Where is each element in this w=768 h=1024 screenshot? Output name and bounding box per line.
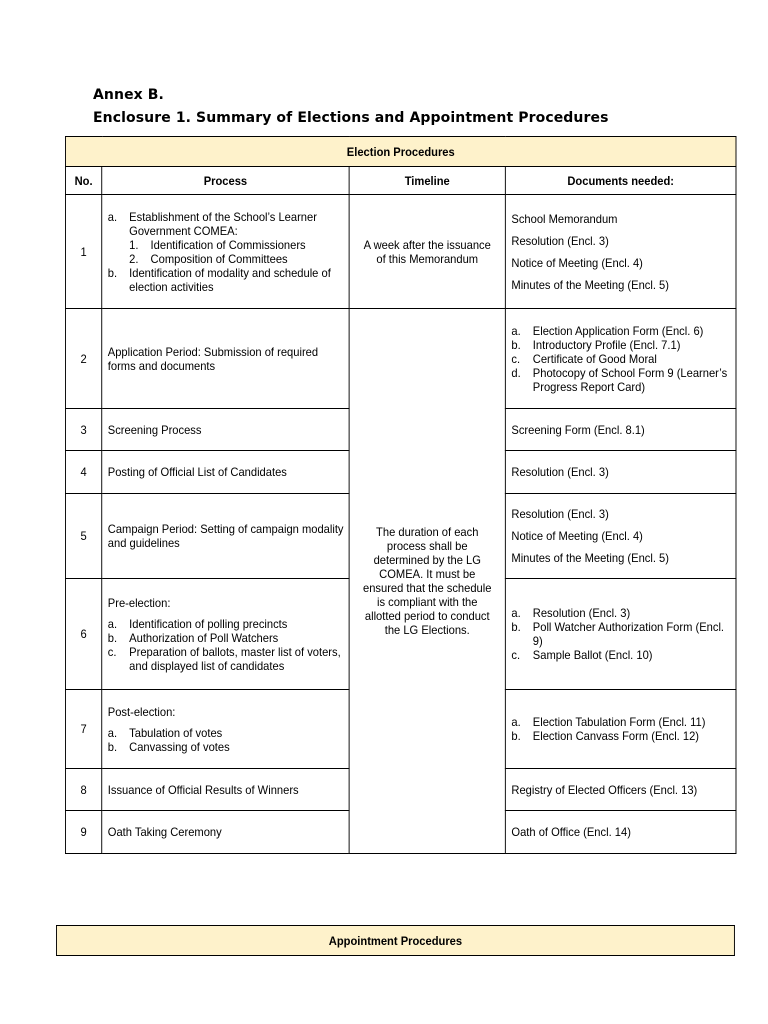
process-cell bbox=[102, 690, 349, 769]
table-row bbox=[65, 195, 736, 309]
col-header-timeline: Timeline bbox=[349, 167, 505, 195]
enclosure-title: Enclosure 1. Summary of Elections and Appointment Procedures bbox=[93, 110, 609, 126]
list-item: b. Election Canvass Form (Encl. 12) bbox=[511, 729, 731, 743]
documents-cell bbox=[505, 494, 736, 579]
row-number: 6 bbox=[65, 579, 101, 690]
row-number: 1 bbox=[65, 195, 101, 309]
process-intro: Post-election: bbox=[107, 704, 176, 719]
row-number: 2 bbox=[65, 309, 101, 409]
documents-cell: Resolution (Encl. 3) bbox=[505, 451, 736, 494]
documents-cell: Screening Form (Encl. 8.1) bbox=[505, 409, 736, 451]
list-item: b. Poll Watcher Authorization Form (Encl. 9) bbox=[511, 620, 731, 648]
row-number: 8 bbox=[65, 769, 101, 811]
documents-cell bbox=[505, 579, 736, 690]
col-header-no: No. bbox=[65, 167, 101, 195]
list-item: d. Photocopy of School Form 9 (Learner’s Progress Report Card) bbox=[511, 366, 731, 394]
documents-cell bbox=[505, 195, 736, 309]
document-item: Notice of Meeting (Encl. 4) bbox=[511, 255, 643, 270]
process-intro: Pre-election: bbox=[107, 595, 171, 610]
election-procedures-table bbox=[65, 136, 737, 854]
documents-cell: Registry of Elected Officers (Encl. 13) bbox=[505, 769, 736, 811]
list-item: a. Election Application Form (Encl. 6) bbox=[511, 324, 731, 338]
process-cell: Campaign Period: Setting of campaign modality and guidelines bbox=[102, 494, 349, 579]
timeline-cell: A week after the issuance of this Memorandum bbox=[349, 195, 505, 309]
document-item: School Memorandum bbox=[511, 211, 618, 226]
process-cell bbox=[102, 579, 349, 690]
list-item: c. Preparation of ballots, master list of voters, and displayed list of candidates bbox=[108, 645, 344, 673]
document-item: Minutes of the Meeting (Encl. 5) bbox=[511, 277, 669, 292]
appointment-procedures-band: Appointment Procedures bbox=[56, 926, 734, 956]
election-procedures-band: Election Procedures bbox=[65, 137, 736, 167]
process-cell: Application Period: Submission of required forms and documents bbox=[102, 309, 349, 409]
process-cell: Screening Process bbox=[102, 409, 349, 451]
list-item: 2. Composition of Committees bbox=[129, 252, 344, 266]
appointment-procedures-table bbox=[56, 925, 735, 956]
table-row bbox=[65, 309, 736, 409]
row-number: 9 bbox=[65, 811, 101, 854]
row-number: 7 bbox=[65, 690, 101, 769]
table-header-row bbox=[65, 167, 736, 195]
process-cell: Issuance of Official Results of Winners bbox=[102, 769, 349, 811]
process-cell bbox=[102, 195, 349, 309]
list-item: b. Canvassing of votes bbox=[108, 740, 344, 754]
list-item: a. Identification of polling precincts bbox=[108, 617, 344, 631]
list-item: a. Tabulation of votes bbox=[108, 726, 344, 740]
document-item: Resolution (Encl. 3) bbox=[511, 233, 609, 248]
col-header-documents: Documents needed: bbox=[505, 167, 736, 195]
documents-cell bbox=[505, 309, 736, 409]
document-item: Notice of Meeting (Encl. 4) bbox=[511, 529, 643, 543]
documents-cell bbox=[505, 690, 736, 769]
timeline-cell: The duration of each process shall be determined by the LG COMEA. It must be ensured that the schedule is compliant with the allotted period to conduct the LG Elections. bbox=[349, 309, 505, 854]
list-item: a. Election Tabulation Form (Encl. 11) bbox=[511, 715, 731, 729]
list-item: b. Identification of modality and schedule of election activities bbox=[108, 266, 344, 294]
row-number: 4 bbox=[65, 451, 101, 494]
documents-cell: Oath of Office (Encl. 14) bbox=[505, 811, 736, 854]
list-item: c. Certificate of Good Moral bbox=[511, 352, 731, 366]
process-cell: Posting of Official List of Candidates bbox=[102, 451, 349, 494]
list-item: b. Authorization of Poll Watchers bbox=[108, 631, 344, 645]
row-number: 5 bbox=[65, 494, 101, 579]
list-item: c. Sample Ballot (Encl. 10) bbox=[511, 648, 731, 662]
process-cell: Oath Taking Ceremony bbox=[102, 811, 349, 854]
document-item: Resolution (Encl. 3) bbox=[511, 507, 609, 521]
list-item: a. Resolution (Encl. 3) bbox=[511, 606, 731, 620]
list-item: 1. Identification of Commissioners bbox=[129, 238, 344, 252]
list-item: b. Introductory Profile (Encl. 7.1) bbox=[511, 338, 731, 352]
document-item: Minutes of the Meeting (Encl. 5) bbox=[511, 551, 669, 565]
annex-label: Annex B. bbox=[93, 87, 164, 103]
list-item: a. Establishment of the School’s Learner Government COMEA: 1. Identification of Commissioners 2. Composition of Committees bbox=[108, 210, 344, 266]
col-header-process: Process bbox=[102, 167, 349, 195]
row-number: 3 bbox=[65, 409, 101, 451]
